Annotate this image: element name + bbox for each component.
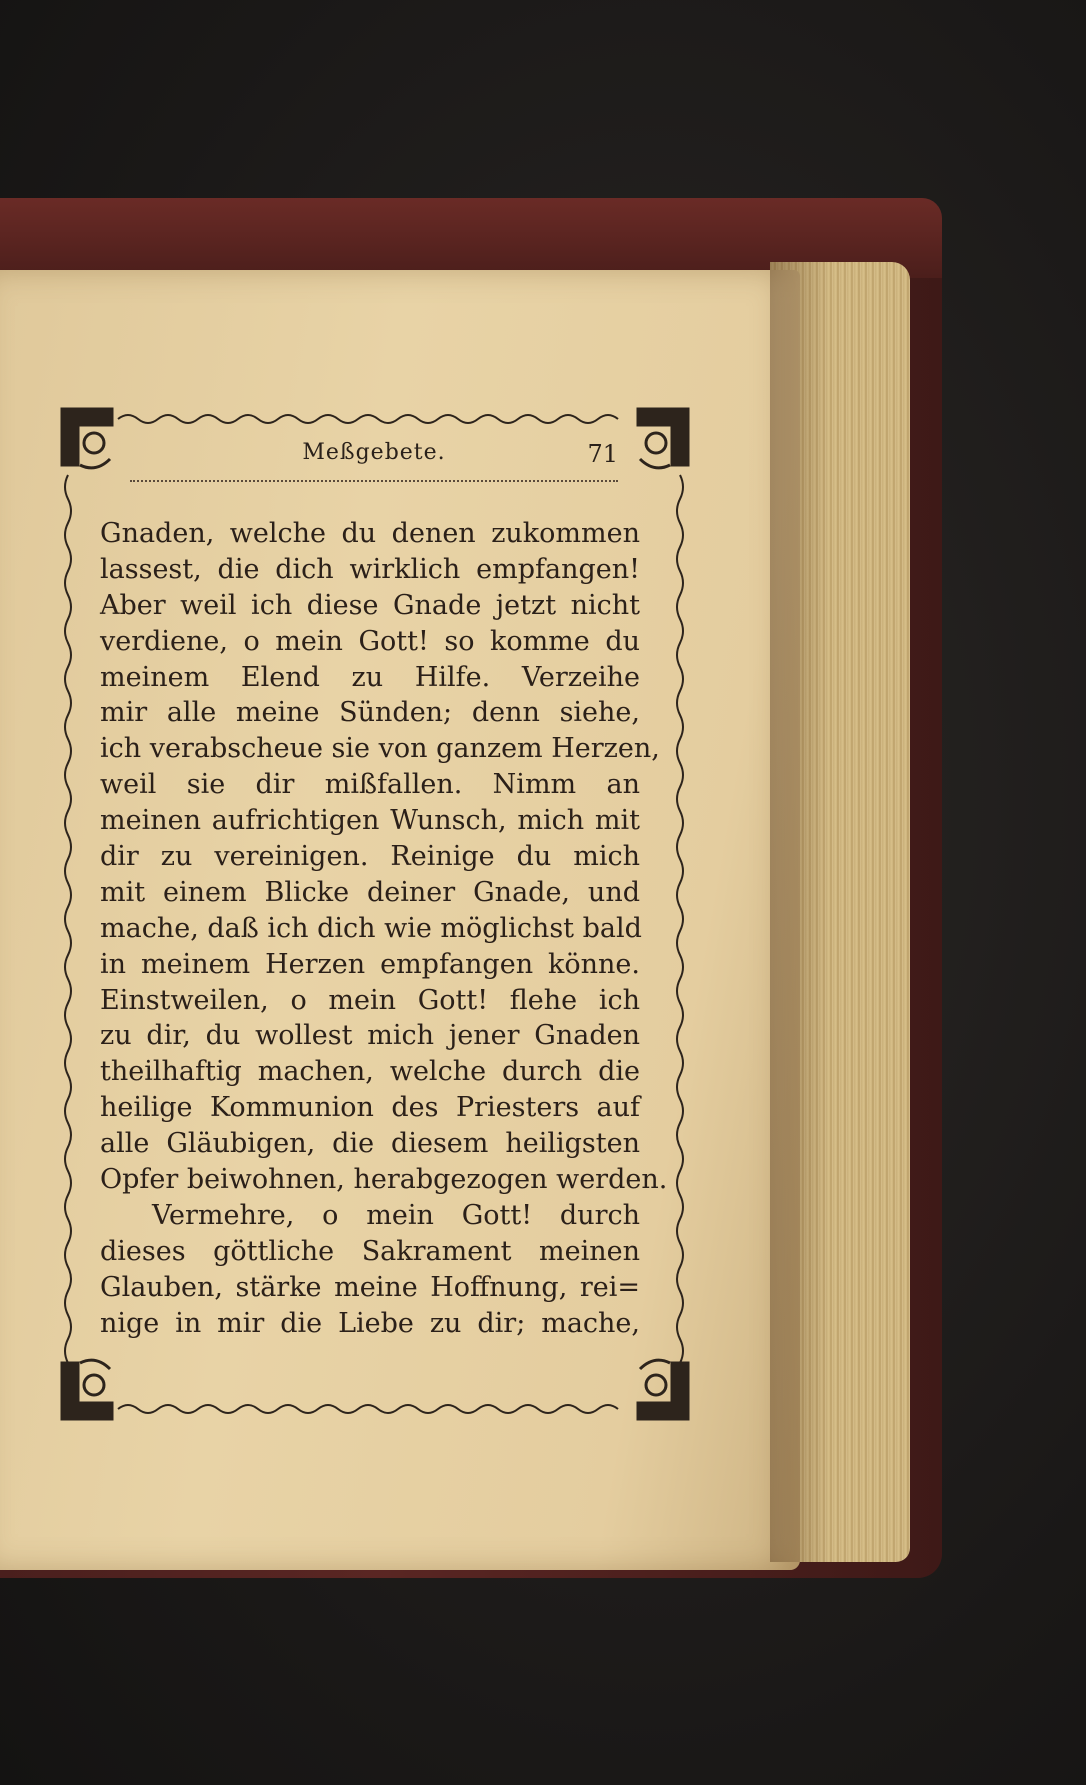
- text-line: in meinem Herzen empfangen könne.: [100, 948, 640, 980]
- text-line: Vermehre, o mein Gott! durch: [152, 1199, 640, 1231]
- corner-ornament-bottom-right: [638, 1360, 688, 1419]
- text-line: mir alle meine Sünden; denn siehe,: [100, 697, 640, 729]
- text-line: Gnaden, welche du denen zukommen: [100, 518, 640, 549]
- text-line: Aber weil ich diese Gnade jetzt nicht: [100, 589, 640, 621]
- text-line: Glauben, stärke meine Hoffnung, rei=: [100, 1271, 640, 1303]
- text-line: zu dir, du wollest mich jener Gnaden: [100, 1020, 640, 1052]
- text-line: theilhaftig machen, welche durch die: [100, 1056, 640, 1088]
- page-number: 71: [587, 440, 618, 468]
- top-border-wave: [118, 415, 618, 423]
- text-line: meinem Elend zu Hilfe. Verzeihe: [100, 661, 640, 693]
- text-line: verdiene, o mein Gott! so komme du: [100, 625, 640, 657]
- bottom-border-wave: [118, 1405, 618, 1413]
- text-line: dir zu vereinigen. Reinige du mich: [100, 841, 640, 873]
- text-line: Einstweilen, o mein Gott! flehe ich: [100, 984, 640, 1016]
- text-line: weil sie dir mißfallen. Nimm an: [100, 769, 640, 801]
- text-line: mit einem Blicke deiner Gnade, und: [100, 876, 640, 908]
- corner-ornament-bottom-left: [62, 1360, 112, 1419]
- text-line: nige in mir die Liebe zu dir; mache,: [100, 1307, 640, 1339]
- text-line: meinen aufrichtigen Wunsch, mich mit: [100, 805, 640, 837]
- prayer-text: [100, 516, 668, 1341]
- right-border-wave: [677, 475, 683, 1363]
- text-line: heilige Kommunion des Priesters auf: [100, 1092, 640, 1124]
- text-line: dieses göttliche Sakrament meinen: [100, 1235, 640, 1267]
- text-line: lassest, die dich wirklich empfangen!: [100, 553, 640, 585]
- text-line: Opfer beiwohnen, herabgezogen werden.: [100, 1164, 668, 1196]
- gutter-shadow: [770, 262, 830, 1562]
- text-line: alle Gläubigen, die diesem heiligsten: [100, 1128, 640, 1160]
- page-header: [130, 440, 618, 476]
- running-head: Meßgebete.: [302, 440, 446, 465]
- corner-ornament-top-right: [638, 409, 688, 468]
- header-rule: [130, 480, 618, 482]
- text-line: mache, daß ich dich wie möglichst bald: [100, 912, 642, 944]
- left-border-wave: [65, 475, 71, 1363]
- corner-ornament-top-left: [62, 409, 112, 468]
- text-line: ich verabscheue sie von ganzem Herzen,: [100, 733, 660, 765]
